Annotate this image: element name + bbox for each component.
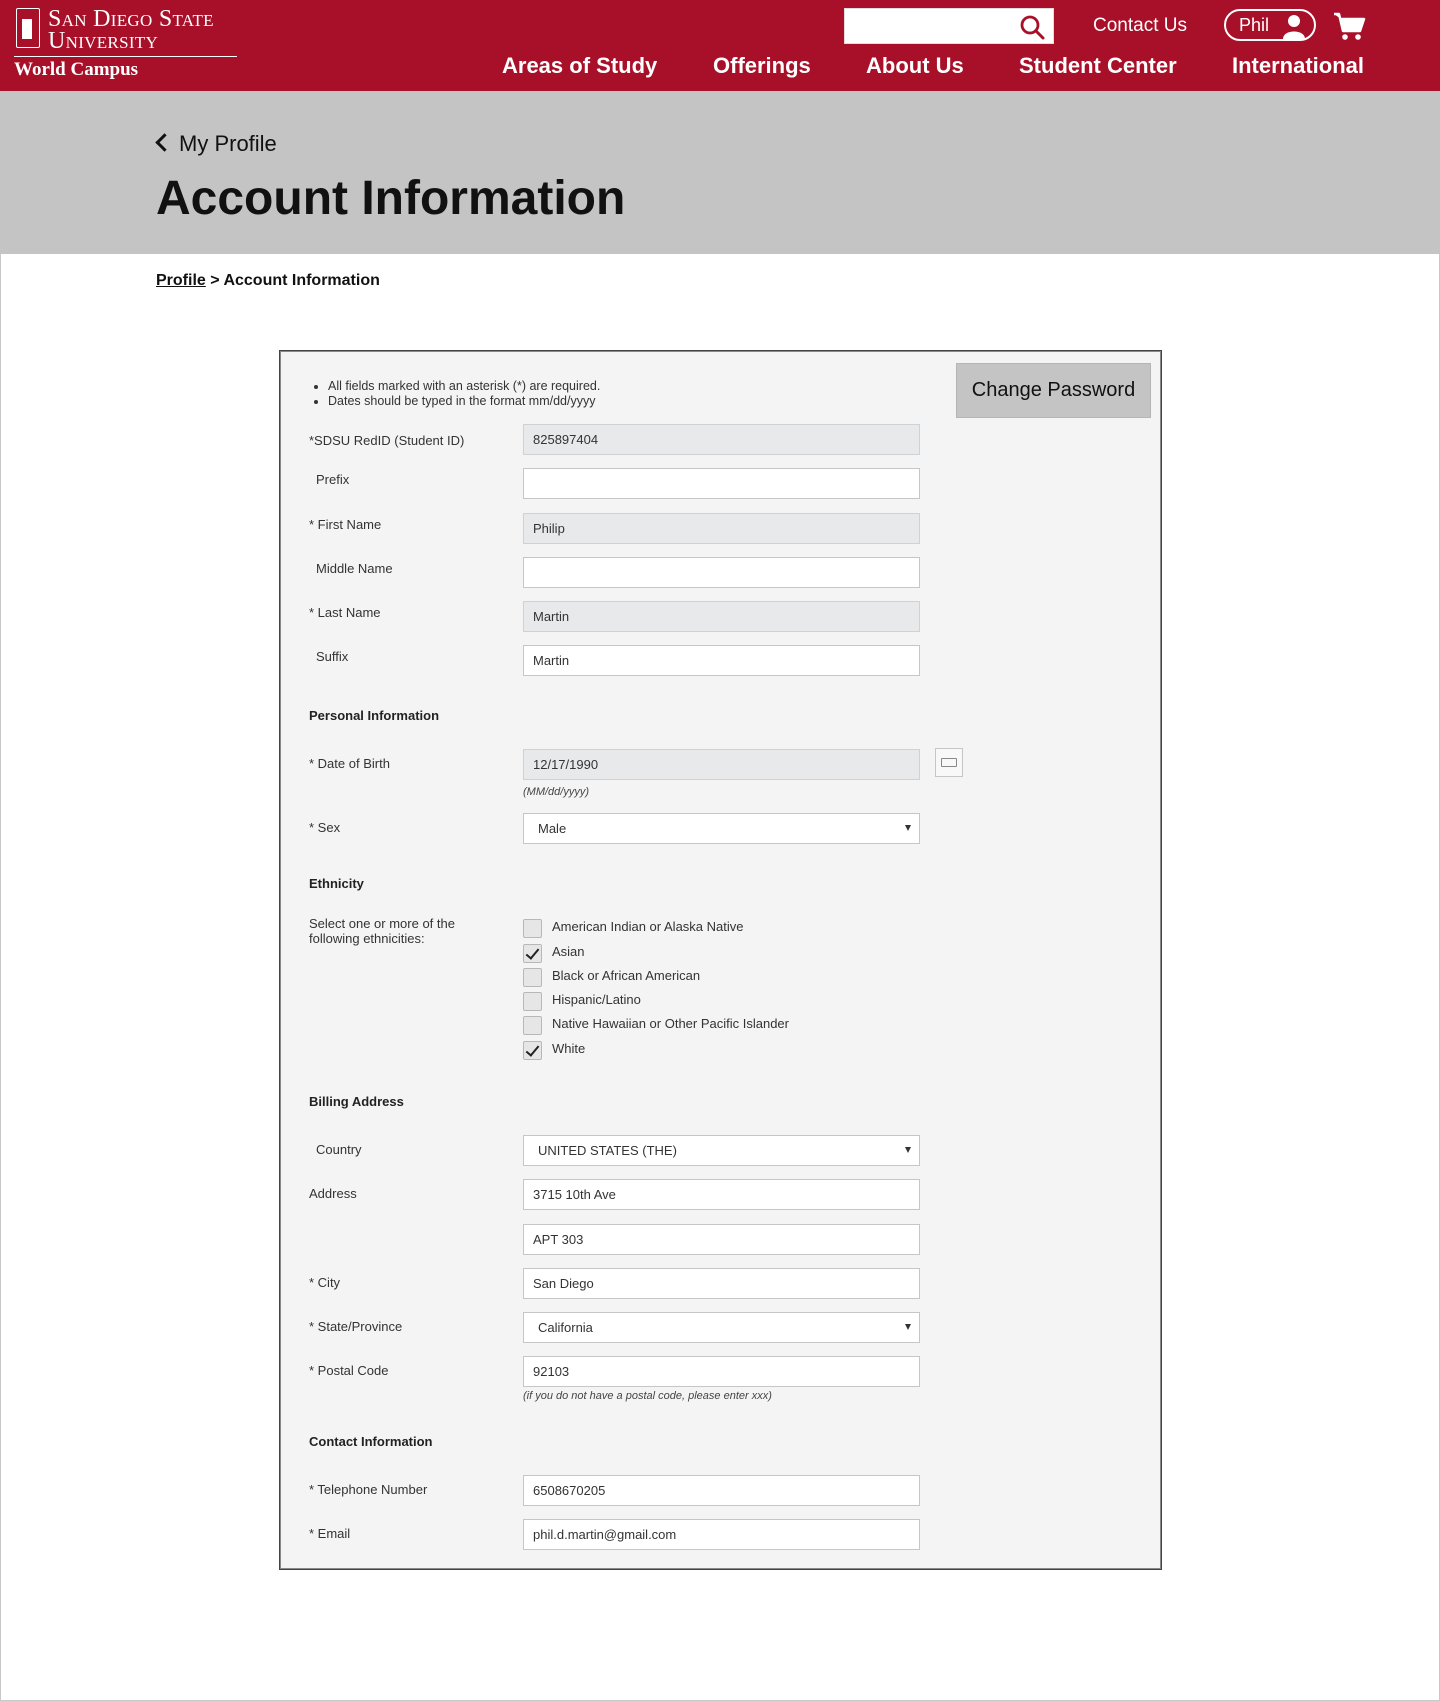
ethnicity-option-label: Asian [552,944,585,959]
nav-offerings[interactable]: Offerings [713,53,811,78]
personal-info-heading: Personal Information [309,708,440,723]
address-line2-field[interactable]: APT 303 [523,1224,920,1255]
postal-code-field[interactable]: 92103 [523,1356,920,1387]
contact-us-link[interactable]: Contact Us [1093,15,1187,36]
user-name: Phil [1239,15,1270,35]
note-date-format: • Dates should be typed in the format mm/dd/yyyy [328,394,600,409]
postal-code-hint: (if you do not have a postal code, please enter xxx) [523,1390,772,1402]
suffix-label: Suffix [316,649,349,664]
checkbox-native-hawaiian[interactable] [523,1016,542,1035]
state-selected-value: California [538,1320,593,1335]
sex-select[interactable] [523,813,920,844]
logo-divider [14,56,237,57]
breadcrumb-profile-link[interactable]: Profile [156,272,206,289]
user-icon [1281,13,1307,39]
middle-name-label: Middle Name [316,561,393,576]
ethnicity-option-label: American Indian or Alaska Native [552,919,744,934]
site-header [0,0,1440,91]
search-icon[interactable] [1019,14,1045,40]
checkbox-white[interactable] [523,1041,542,1060]
checkbox-asian[interactable] [523,944,542,963]
ethnicity-option-label: Native Hawaiian or Other Pacific Islander [552,1016,789,1031]
chevron-left-icon [155,133,173,151]
checkbox-hispanic[interactable] [523,992,542,1011]
form-notes [313,379,600,409]
breadcrumb-current: Account Information [223,272,380,289]
dob-label: * Date of Birth [309,756,390,771]
search-input[interactable] [844,8,1054,44]
country-selected-value: UNITED STATES (THE) [538,1143,677,1158]
sex-selected-value: Male [538,821,567,836]
nav-areas-of-study[interactable]: Areas of Study [502,53,658,78]
ethnicity-heading: Ethnicity [309,876,364,891]
prefix-field[interactable] [523,468,920,499]
back-link-label: My Profile [179,131,277,156]
billing-address-heading: Billing Address [309,1094,404,1109]
email-label: * Email [309,1526,351,1541]
city-label: * City [309,1275,341,1290]
back-to-my-profile-link[interactable] [158,131,277,157]
nav-student-center[interactable]: Student Center [1019,53,1177,78]
country-select[interactable] [523,1135,920,1166]
postal-code-label: * Postal Code [309,1363,389,1378]
user-account-button[interactable] [1224,9,1316,41]
dob-field: 12/17/1990 [523,749,920,780]
prefix-label: Prefix [316,472,350,487]
nav-about-us[interactable]: About Us [866,53,964,78]
breadcrumb [156,272,380,290]
student-id-label: *SDSU RedID (Student ID) [309,433,465,448]
sex-label: * Sex [309,820,341,835]
country-label: Country [316,1142,362,1157]
keyboard-icon [941,758,957,767]
dropdown-arrow-icon [905,1324,911,1330]
middle-name-field[interactable] [523,557,920,588]
note-required: • All fields marked with an asterisk (*) are required. [328,379,600,394]
city-field[interactable]: San Diego [523,1268,920,1299]
logo-line2: University [48,28,159,54]
telephone-label: * Telephone Number [309,1482,428,1497]
email-field[interactable]: phil.d.martin@gmail.com [523,1519,920,1550]
address-line1-field[interactable]: 3715 10th Ave [523,1179,920,1210]
state-label: * State/Province [309,1319,403,1334]
address-label: Address [309,1186,357,1201]
nav-international[interactable]: International [1232,53,1365,78]
ethnicity-option-label: White [552,1041,586,1056]
ethnicity-option-label: Hispanic/Latino [552,992,641,1007]
logo-line1: San Diego State [48,6,214,32]
telephone-field[interactable]: 6508670205 [523,1475,920,1506]
ethnicity-option-label: Black or African American [552,968,701,983]
dropdown-arrow-icon [905,1147,911,1153]
checkbox-american-indian[interactable] [523,919,542,938]
checkmark-icon [526,945,540,959]
breadcrumb-separator: > [205,272,224,289]
checkmark-icon [526,1042,540,1056]
state-select[interactable] [523,1312,920,1343]
cart-icon[interactable] [1332,10,1366,42]
logo-line3: World Campus [14,59,139,80]
seal-icon [16,8,40,48]
checkbox-black[interactable] [523,968,542,987]
last-name-field: Martin [523,601,920,632]
last-name-label: * Last Name [309,605,381,620]
date-picker-button[interactable] [935,748,963,777]
first-name-label: * First Name [309,517,382,532]
account-form-panel [279,350,1162,1570]
contact-info-heading: Contact Information [309,1434,433,1449]
suffix-field[interactable]: Martin [523,645,920,676]
ethnicity-prompt-line2: following ethnicities: [309,931,425,946]
sdsu-logo[interactable] [14,6,239,82]
first-name-field: Philip [523,513,920,544]
dob-format-hint: (MM/dd/yyyy) [523,786,589,798]
ethnicity-prompt-line1: Select one or more of the [309,916,455,931]
page-title: Account Information [156,172,626,225]
page-banner [0,91,1440,254]
dropdown-arrow-icon [905,825,911,831]
student-id-field: 825897404 [523,424,920,455]
change-password-button[interactable]: Change Password [956,363,1151,418]
